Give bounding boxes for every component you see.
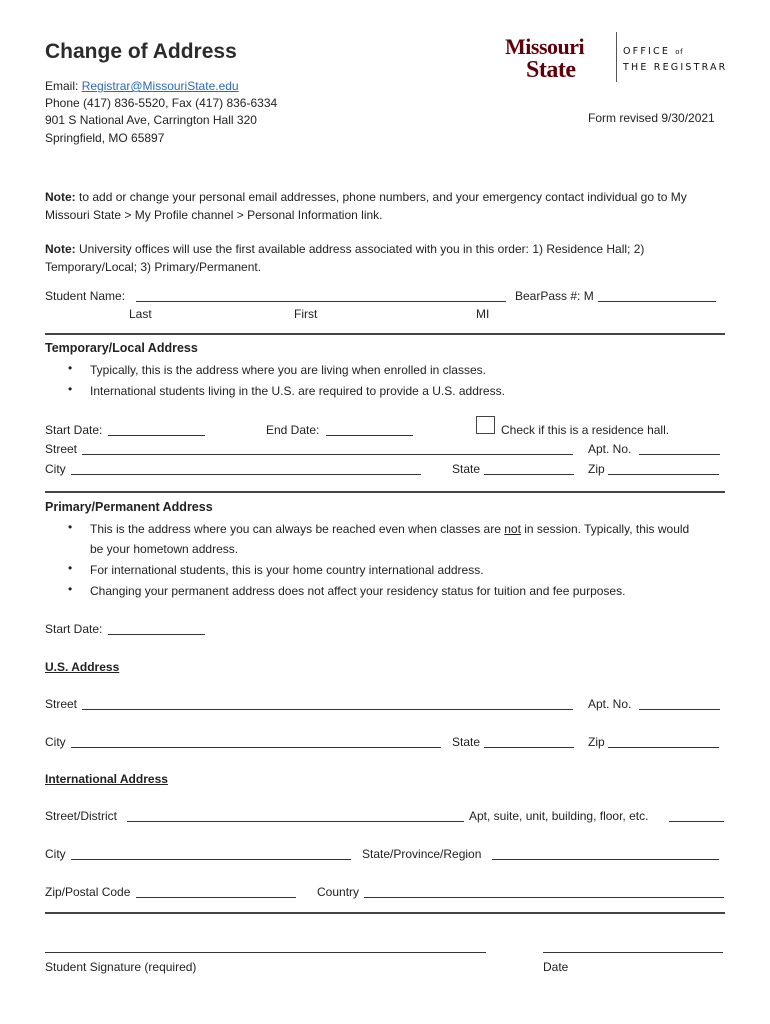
bearpass-field[interactable] [598, 289, 716, 302]
us-apt-label: Apt. No. [588, 697, 632, 711]
bullet-icon: • [68, 382, 73, 396]
contact-address-line1: 901 S National Ave, Carrington Hall 320 [45, 113, 257, 127]
intl-apt-label: Apt, suite, unit, building, floor, etc. [469, 809, 649, 823]
bullet-icon: • [68, 582, 73, 596]
signature-label: Student Signature (required) [45, 960, 197, 974]
intl-city-field[interactable] [71, 847, 351, 860]
intl-city-label: City [45, 847, 66, 861]
us-city-field[interactable] [71, 735, 441, 748]
student-name-field[interactable] [136, 289, 506, 302]
intl-country-field[interactable] [364, 885, 724, 898]
temp-street-field[interactable] [82, 442, 573, 455]
temp-street-label: Street [45, 442, 78, 456]
us-state-label: State [452, 735, 481, 749]
temp-city-label: City [45, 462, 66, 476]
note-personal-info [45, 188, 730, 224]
logo-state: State [526, 57, 576, 83]
us-state-field[interactable] [484, 735, 574, 748]
form-revised: Form revised 9/30/2021 [588, 111, 715, 125]
page-title: Change of Address [45, 40, 237, 63]
intl-apt-field[interactable] [669, 809, 724, 822]
bullet-icon: • [68, 361, 73, 375]
temp-state-field[interactable] [484, 462, 574, 475]
temp-start-date-field[interactable] [108, 423, 205, 436]
student-name-label: Student Name: [45, 289, 126, 303]
permanent-bullet-1 [90, 521, 689, 537]
temp-end-date-field[interactable] [326, 423, 413, 436]
last-name-caption: Last [129, 307, 152, 321]
permanent-bullet-3: Changing your permanent address does not affect your residency status for tuition and fee purposes. [90, 584, 626, 598]
intl-address-heading: International Address [45, 772, 168, 786]
bearpass-label: BearPass #: M [515, 289, 594, 303]
residence-hall-checkbox[interactable] [476, 416, 495, 434]
section-divider [45, 912, 725, 914]
bullet-icon: • [68, 561, 73, 575]
us-city-label: City [45, 735, 66, 749]
signature-date-field[interactable] [543, 940, 723, 953]
note-address-order [45, 240, 730, 276]
temp-zip-field[interactable] [608, 462, 719, 475]
email-link[interactable]: Registrar@MissouriState.edu [81, 79, 239, 93]
temp-city-field[interactable] [71, 462, 421, 475]
temporary-bullet-2: International students living in the U.S. are required to provide a U.S. address. [90, 384, 505, 398]
us-street-field[interactable] [82, 697, 573, 710]
us-street-label: Street [45, 697, 78, 711]
intl-zip-field[interactable] [136, 885, 296, 898]
intl-street-field[interactable] [127, 809, 464, 822]
permanent-bullet-2: For international students, this is your home country international address. [90, 563, 484, 577]
logo-divider [616, 32, 617, 82]
logo-missouri: Missouri [505, 34, 585, 59]
temp-state-label: State [452, 462, 481, 476]
us-zip-label: Zip [588, 735, 605, 749]
contact-address-line2: Springfield, MO 65897 [45, 131, 165, 145]
temp-end-date-label: End Date: [266, 423, 320, 437]
temporary-heading: Temporary/Local Address [45, 341, 198, 355]
note-label: Note: [45, 242, 76, 256]
email-label: Email: [45, 79, 82, 93]
bullet-text: in session. Typically, this would [520, 522, 690, 536]
contact-email [45, 78, 239, 94]
logo-office [623, 46, 683, 57]
permanent-bullet-1-cont: be your hometown address. [90, 542, 239, 556]
perm-start-date-field[interactable] [108, 622, 205, 635]
section-divider [45, 333, 725, 335]
contact-phone: Phone (417) 836-5520, Fax (417) 836-6334 [45, 96, 278, 110]
us-zip-field[interactable] [608, 735, 719, 748]
bullet-text: This is the address where you can always be reached even when classes are [90, 522, 505, 536]
temp-apt-label: Apt. No. [588, 442, 632, 456]
intl-zip-label: Zip/Postal Code [45, 885, 131, 899]
us-apt-field[interactable] [639, 697, 720, 710]
temp-start-date-label: Start Date: [45, 423, 103, 437]
bullet-text-emphasis: not [504, 522, 521, 536]
residence-hall-label: Check if this is a residence hall. [501, 423, 670, 437]
bullet-icon: • [68, 520, 73, 534]
section-divider [45, 491, 725, 493]
intl-region-label: State/Province/Region [362, 847, 482, 861]
first-name-caption: First [294, 307, 318, 321]
temp-apt-field[interactable] [639, 442, 720, 455]
intl-region-field[interactable] [492, 847, 719, 860]
permanent-heading: Primary/Permanent Address [45, 500, 213, 514]
us-address-heading: U.S. Address [45, 660, 120, 674]
temporary-bullet-1: Typically, this is the address where you are living when enrolled in classes. [90, 363, 486, 377]
logo-registrar: THE REGISTRAR [623, 62, 728, 73]
signature-date-label: Date [543, 960, 569, 974]
middle-initial-caption: MI [476, 307, 490, 321]
perm-start-date-label: Start Date: [45, 622, 103, 636]
note-text: to add or change your personal email addresses, phone numbers, and your emergency contact individual go to My Missouri State > My Profile channel > Personal Information link. [45, 190, 687, 222]
logo-office-of: of [675, 48, 684, 56]
temp-zip-label: Zip [588, 462, 605, 476]
note-text: University offices will use the first available address associated with you in this order: 1) Residence Hall; 2) Temporary/Local; 3) Primary/Permanent. [45, 242, 645, 274]
intl-street-label: Street/District [45, 809, 118, 823]
logo-office-word: OFFICE [623, 46, 671, 57]
signature-field[interactable] [45, 940, 486, 953]
note-label: Note: [45, 190, 76, 204]
intl-country-label: Country [317, 885, 360, 899]
